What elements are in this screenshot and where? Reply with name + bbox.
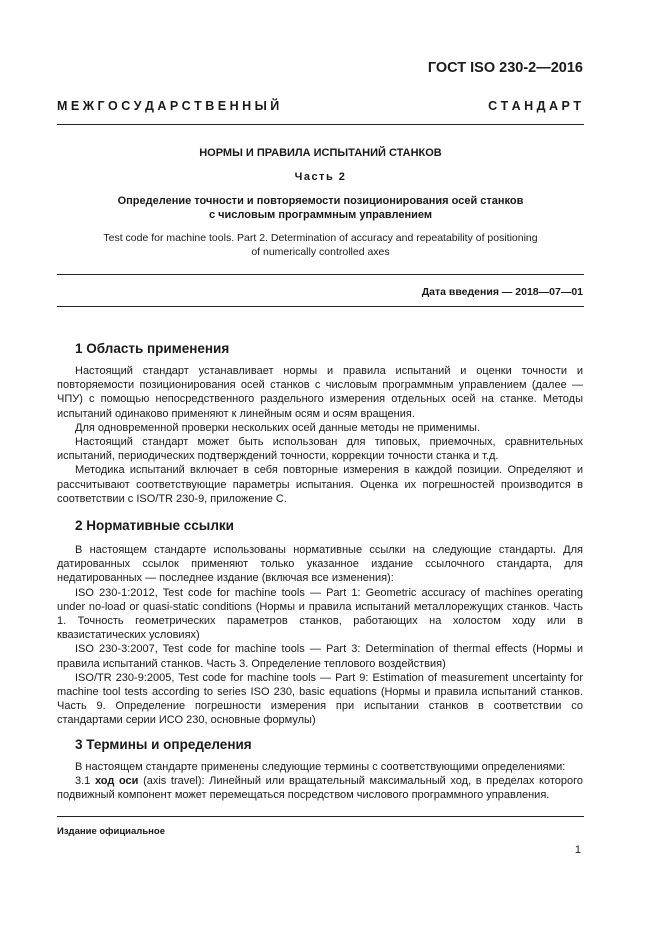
paragraph: Методика испытаний включает в себя повторные измерения в каждой позиции. Определяют и рассчитывают соответствующие параметры испытания. Оценка их погрешностей производится в соответствии с ISO/TR 230-9, приложение С. xyxy=(57,464,583,505)
page-number: 1 xyxy=(574,844,581,856)
paragraph: ISO/TR 230-9:2005, Test code for machine tools — Part 9: Estimation of measurement uncertainty for machine tool tests according to series ISO 230, basic equations (Нормы и правила испытаний станков. Часть 9. Определение погрешности измерения при испытании станков в соответствии со стандартами серии ИСО 230, основные формулы) xyxy=(57,671,583,727)
section-body xyxy=(57,543,583,728)
official-edition-note: Издание официальное xyxy=(57,826,165,837)
part-label: Часть 2 xyxy=(294,171,347,183)
section-heading: 1 Область применения xyxy=(75,341,230,356)
paragraph: ISO 230-1:2012, Test code for machine tools — Part 1: Geometric accuracy of machines operating under no-load or quasi-static conditions (Нормы и правила испытаний металлорежущих станков. Часть 1. Точность геометрических параметров станков, работающих на холостом ходу или в квазистатических условиях) xyxy=(57,586,583,642)
section-heading: 3 Термины и определения xyxy=(75,737,252,752)
subtitle-line: Определение точности и повторяемости позиционирования осей станков xyxy=(117,195,524,207)
document-subtitle xyxy=(60,194,581,222)
section-heading: 2 Нормативные ссылки xyxy=(75,518,234,533)
paragraph: В настоящем стандарте применены следующие термины с соответствующими определениями: xyxy=(75,761,566,773)
term-definition xyxy=(57,774,583,802)
paragraph: В настоящем стандарте использованы нормативные ссылки на следующие стандарты. Для датированных ссылок применяют только указанное издание ссылочного стандарта, для недатированных — последнее издание (включая все изменения): xyxy=(57,544,583,585)
english-title-line: of numerically controlled axes xyxy=(251,246,390,258)
term-name: ход оси xyxy=(94,775,139,788)
interstate-standard-banner xyxy=(57,99,581,113)
paragraph: Настоящий стандарт может быть использован для типовых, приемочных, сравнительных испытаний, периодических подтверждений точности, коррекции точности станка и т.д. xyxy=(57,436,583,463)
paragraph: ISO 230-3:2007, Test code for machine tools — Part 3: Determination of thermal effects (Нормы и правила испытаний станков. Часть 3. Определение теплового воздействия) xyxy=(57,643,583,670)
footer-divider xyxy=(57,816,584,817)
section-body xyxy=(57,760,583,803)
english-title xyxy=(60,231,581,259)
section-body xyxy=(57,364,583,506)
document-code: ГОСТ ISO 230-2—2016 xyxy=(427,60,583,76)
paragraph: Для одновременной проверки нескольких осей данные методы не применимы. xyxy=(75,421,481,434)
header-divider xyxy=(57,124,584,125)
standard-word: С Т А Н Д А Р Т xyxy=(488,99,581,113)
english-title-line: Test code for machine tools. Part 2. Determination of accuracy and repeatability of positioning xyxy=(103,232,538,244)
subtitle-line: с числовым программным управлением xyxy=(208,209,433,221)
title-divider xyxy=(57,274,584,275)
introduction-date: Дата введения — 2018—07—01 xyxy=(421,286,583,298)
paragraph: Настоящий стандарт устанавливает нормы и правила испытаний и оценки точности и повторяемости позиционирования осей станков с числовым программным управлением (далее — ЧПУ) с помощью непосредственного раздельного измерения отдельных осей на станке. Методы испытаний одинаково применяют к линейным осям и осям вращения. xyxy=(57,365,583,420)
document-title: НОРМЫ И ПРАВИЛА ИСПЫТАНИЙ СТАНКОВ xyxy=(199,147,442,159)
term-text: (axis travel): Линейный или вращательный максимальный ход, в пределах которого подвижный компонент может перемещаться посредством числового программного управления. xyxy=(57,775,583,802)
date-divider xyxy=(57,306,584,307)
term-number: 3.1 xyxy=(75,775,91,788)
interstate-word: М Е Ж Г О С У Д А Р С Т В Е Н Н Ы Й xyxy=(57,99,280,113)
